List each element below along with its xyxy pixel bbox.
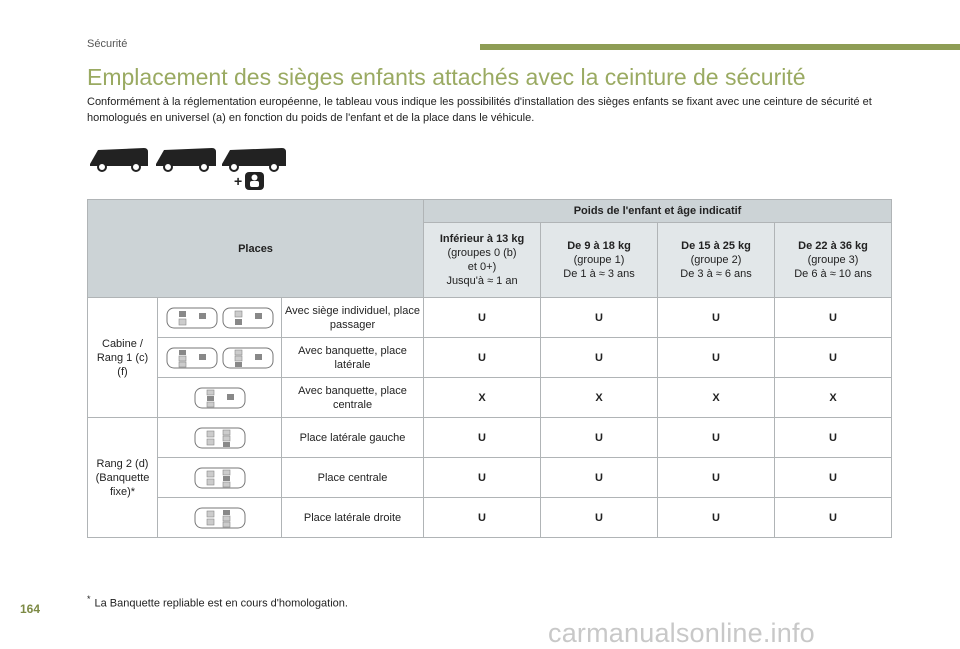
column-header (424, 223, 541, 298)
compat-cell: U (541, 498, 658, 538)
van-short-icon (90, 148, 148, 171)
compat-cell: U (658, 418, 775, 458)
compat-cell: U (658, 338, 775, 378)
seat-diagram-icon (158, 378, 282, 418)
compat-cell: U (775, 298, 892, 338)
compat-cell: U (775, 418, 892, 458)
compat-cell: U (541, 298, 658, 338)
compat-cell: U (775, 458, 892, 498)
column-age: De 1 à ≈ 3 ans (563, 268, 635, 280)
compat-cell: U (775, 338, 892, 378)
table-row (88, 498, 892, 538)
seat-diagram-icon (158, 418, 282, 458)
table-row (88, 418, 892, 458)
section-title: Sécurité (87, 38, 128, 50)
footnote (87, 594, 348, 610)
column-weight: Inférieur à 13 kg (439, 233, 525, 245)
compat-cell: X (658, 378, 775, 418)
column-weight: De 22 à 36 kg (798, 240, 868, 252)
place-description: Place centrale (282, 458, 424, 498)
column-header (541, 223, 658, 298)
vehicle-versions-icon (88, 142, 288, 192)
column-weight: De 9 à 18 kg (567, 240, 631, 252)
compat-cell: U (775, 498, 892, 538)
compat-cell: U (424, 338, 541, 378)
place-description: Avec banquette, place centrale (282, 378, 424, 418)
column-age: De 6 à ≈ 10 ans (794, 268, 872, 280)
table-row (88, 378, 892, 418)
compat-cell: X (541, 378, 658, 418)
compat-cell: U (424, 458, 541, 498)
place-description: Avec siège individuel, place passager (282, 298, 424, 338)
child-seat-table (87, 199, 892, 538)
compat-cell: U (424, 418, 541, 458)
column-group: (groupe 1) (573, 254, 625, 266)
seat-diagram-icon (158, 498, 282, 538)
compat-cell: U (541, 458, 658, 498)
column-age: De 3 à ≈ 6 ans (680, 268, 752, 280)
place-description: Place latérale droite (282, 498, 424, 538)
compat-cell: U (658, 498, 775, 538)
section-accent-bar (480, 44, 960, 50)
weight-header: Poids de l'enfant et âge indicatif (424, 200, 892, 223)
footnote-mark: * (87, 594, 91, 604)
column-header (775, 223, 892, 298)
compat-cell: U (541, 418, 658, 458)
van-medium-icon (156, 148, 216, 171)
column-group-cont: et 0+) (467, 261, 497, 273)
compat-cell: X (424, 378, 541, 418)
compat-cell: U (424, 498, 541, 538)
watermark: carmanualsonline.info (548, 618, 815, 648)
row-group-label: Cabine / Rang 1 (c) (f) (88, 298, 158, 418)
page-title: Emplacement des sièges enfants attachés avec la ceinture de sécurité (87, 64, 806, 90)
column-weight: De 15 à 25 kg (681, 240, 751, 252)
place-description: Place latérale gauche (282, 418, 424, 458)
table-row (88, 298, 892, 338)
compat-cell: U (658, 458, 775, 498)
table-row (88, 458, 892, 498)
places-header: Places (88, 200, 424, 298)
seat-diagram-icon (158, 338, 282, 378)
column-group: (groupe 2) (690, 254, 742, 266)
row-group-label: Rang 2 (d) (Banquette fixe)* (88, 418, 158, 538)
compat-cell: U (424, 298, 541, 338)
svg-text:+: + (234, 173, 243, 189)
compat-cell: U (541, 338, 658, 378)
seat-diagram-icon (158, 298, 282, 338)
compat-cell: U (658, 298, 775, 338)
intro-paragraph: Conformément à la réglementation européenne, le tableau vous indique les possibilités d'installation des sièges enfants se fixant avec une ceinture de sécurité et homologués en universel (a) en fonction du poids de l'enfant et de la place dans le véhicule. (87, 96, 872, 124)
column-group: (groupe 3) (807, 254, 859, 266)
column-age: Jusqu'à ≈ 1 an (446, 275, 518, 287)
table-row (88, 338, 892, 378)
page-number: 164 (20, 602, 41, 616)
place-description: Avec banquette, place latérale (282, 338, 424, 378)
compat-cell: X (775, 378, 892, 418)
plus-child-seat-icon (234, 172, 264, 190)
column-group: (groupes 0 (b) (447, 247, 517, 259)
footnote-text: La Banquette repliable est en cours d'homologation. (94, 597, 348, 610)
column-header (658, 223, 775, 298)
seat-diagram-icon (158, 458, 282, 498)
van-long-icon (222, 148, 286, 171)
